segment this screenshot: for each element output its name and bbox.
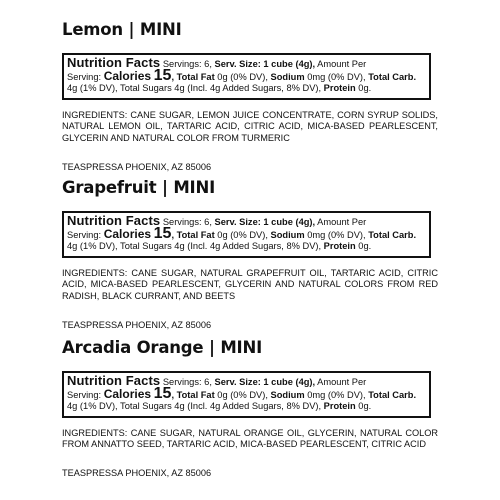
servings-text: Servings: 6, — [162, 59, 212, 69]
servings-text: Servings: 6, — [162, 377, 212, 387]
nutrition-facts-heading: Nutrition Facts — [67, 55, 161, 70]
serving-size-text: Serv. Size: 1 cube (4g), — [214, 59, 316, 69]
calories-value: 15 — [153, 384, 172, 402]
serving-text: Serving: — [67, 229, 102, 240]
ingredients-text: INGREDIENTS: CANE SUGAR, NATURAL GRAPEFRUIT OIL, TARTARIC ACID, CITRIC ACID, MICA-BASED PEARLESCENT, GLYCERIN AND NATURAL COLORS FROM RED RADISH, BLACK CURRANT, AND BEETS — [62, 267, 438, 302]
product-title: Grapefruit | MINI — [62, 178, 216, 197]
total-fat-value: 0g (0% DV), — [217, 71, 268, 82]
sodium-label: Sodium — [270, 229, 305, 240]
company-address: TEASPRESSA PHOENIX, AZ 85006 — [62, 468, 212, 479]
serving-size-text: Serv. Size: 1 cube (4g), — [214, 217, 316, 227]
product-title: Lemon | MINI — [62, 20, 182, 39]
total-carb-value: 4g (1% DV), Total Sugars 4g (Incl. 4g Added Sugars, 8% DV), — [67, 241, 322, 252]
nutrition-facts-heading: Nutrition Facts — [67, 373, 161, 388]
amount-per-text: Amount Per — [317, 377, 367, 387]
calories-value: 15 — [153, 66, 172, 84]
ingredients-text: INGREDIENTS: CANE SUGAR, LEMON JUICE CONCENTRATE, CORN SYRUP SOLIDS, NATURAL LEMON OIL, TARTARIC ACID, CITRIC ACID, MICA-BASED PEARLESCENT, GLYCERIN AND NATURAL COLOR FROM TURMERIC — [62, 109, 438, 144]
ingredients-text: INGREDIENTS: CANE SUGAR, NATURAL ORANGE OIL, GLYCERIN, NATURAL COLOR FROM ANNATTO SEED, TARTARIC ACID, MICA-BASED PEARLESCENT, CITRIC ACID — [62, 427, 438, 450]
product-title: Arcadia Orange | MINI — [62, 338, 263, 357]
sodium-value: 0mg (0% DV), — [307, 389, 366, 400]
total-carb-value: 4g (1% DV), Total Sugars 4g (Incl. 4g Added Sugars, 8% DV), — [67, 83, 322, 94]
total-fat-value: 0g (0% DV), — [217, 389, 268, 400]
calories-comma: , — [171, 389, 175, 400]
serving-text: Serving: — [67, 71, 102, 82]
amount-per-text: Amount Per — [317, 217, 367, 227]
calories-comma: , — [171, 71, 175, 82]
calories-label: Calories — [103, 386, 152, 401]
nutrition-facts-heading: Nutrition Facts — [67, 213, 161, 228]
total-fat-label: Total Fat — [176, 71, 215, 82]
amount-per-text: Amount Per — [317, 59, 367, 69]
company-address: TEASPRESSA PHOENIX, AZ 85006 — [62, 161, 212, 172]
serving-text: Serving: — [67, 389, 102, 400]
calories-comma: , — [171, 229, 175, 240]
protein-value: 0g. — [358, 241, 372, 252]
total-fat-label: Total Fat — [176, 229, 215, 240]
calories-label: Calories — [103, 226, 152, 241]
servings-text: Servings: 6, — [162, 217, 212, 227]
protein-label: Protein — [323, 401, 356, 412]
protein-value: 0g. — [358, 401, 372, 412]
protein-label: Protein — [323, 83, 356, 94]
total-carb-value: 4g (1% DV), Total Sugars 4g (Incl. 4g Added Sugars, 8% DV), — [67, 401, 322, 412]
sodium-value: 0mg (0% DV), — [307, 229, 366, 240]
sodium-value: 0mg (0% DV), — [307, 71, 366, 82]
calories-value: 15 — [153, 224, 172, 242]
total-carb-label: Total Carb. — [368, 229, 417, 240]
total-fat-label: Total Fat — [176, 389, 215, 400]
sodium-label: Sodium — [270, 389, 305, 400]
sodium-label: Sodium — [270, 71, 305, 82]
total-carb-label: Total Carb. — [368, 71, 417, 82]
protein-label: Protein — [323, 241, 356, 252]
total-carb-label: Total Carb. — [368, 389, 417, 400]
product-arcadia-orange — [62, 338, 442, 478]
total-fat-value: 0g (0% DV), — [217, 229, 268, 240]
product-lemon — [62, 20, 442, 172]
product-grapefruit — [62, 178, 442, 330]
calories-label: Calories — [103, 68, 152, 83]
nutrition-facts-panel — [62, 371, 431, 418]
nutrition-facts-panel — [62, 53, 431, 100]
protein-value: 0g. — [358, 83, 372, 94]
serving-size-text: Serv. Size: 1 cube (4g), — [214, 377, 316, 387]
company-address: TEASPRESSA PHOENIX, AZ 85006 — [62, 319, 212, 330]
nutrition-facts-panel — [62, 211, 431, 258]
